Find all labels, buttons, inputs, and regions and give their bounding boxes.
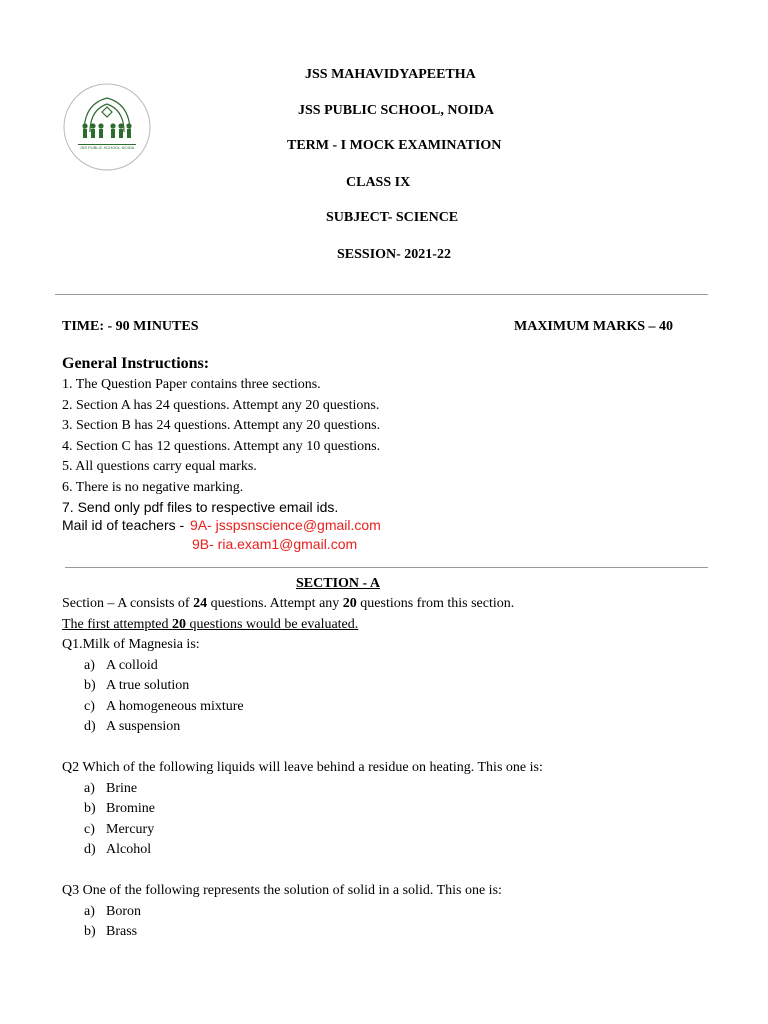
header-line-6: SESSION- 2021-22	[337, 247, 451, 262]
eval-count: 20	[172, 617, 187, 632]
option-letter: c)	[84, 699, 95, 714]
option-letter: a)	[84, 781, 95, 796]
option	[84, 678, 189, 694]
instruction-item: 6. There is no negative marking.	[62, 480, 244, 495]
question-1: Q1.Milk of Magnesia is:	[62, 637, 200, 652]
option-letter: a)	[84, 904, 95, 919]
header-line-2: JSS PUBLIC SCHOOL, NOIDA	[298, 103, 495, 118]
header-line-5: SUBJECT- SCIENCE	[326, 210, 459, 225]
option-text: A homogeneous mixture	[106, 699, 244, 714]
instruction-item: 3. Section B has 24 questions. Attempt any 20 questions.	[62, 418, 381, 433]
question-3: Q3 One of the following represents the solution of solid in a solid. This one is:	[62, 883, 502, 898]
instruction-item: 1. The Question Paper contains three sections.	[62, 377, 321, 392]
option	[84, 801, 155, 817]
logo-text: JSS PUBLIC SCHOOL NOIDA	[79, 145, 135, 150]
mail-label: Mail id of teachers -	[62, 517, 185, 533]
option-text: Brass	[106, 924, 138, 939]
instruction-item: 7. Send only pdf files to respective email ids.	[62, 499, 339, 515]
option	[84, 699, 244, 715]
option-letter: c)	[84, 822, 95, 837]
option-letter: b)	[84, 924, 96, 939]
question-2: Q2 Which of the following liquids will leave behind a residue on heating. This one is:	[62, 760, 543, 775]
option-letter: a)	[84, 658, 95, 673]
desc-count-attempt: 20	[342, 596, 357, 611]
eval-text: The first attempted	[62, 617, 173, 632]
option	[84, 719, 180, 735]
option	[84, 924, 137, 940]
option-text: Brine	[106, 781, 138, 796]
header-line-3: TERM - I MOCK EXAMINATION	[287, 138, 502, 153]
option	[84, 822, 154, 838]
option-text: Boron	[106, 904, 141, 919]
option-letter: b)	[84, 678, 96, 693]
max-marks-label: MAXIMUM MARKS – 40	[514, 319, 674, 334]
section-a-title: SECTION - A	[296, 576, 381, 591]
desc-count-total: 24	[193, 596, 208, 611]
desc-text: questions. Attempt any	[207, 596, 343, 611]
instruction-item: 5. All questions carry equal marks.	[62, 459, 257, 474]
option-letter: d)	[84, 842, 96, 857]
school-logo	[62, 82, 152, 172]
email-9b[interactable]: 9B- ria.exam1@gmail.com	[192, 536, 358, 552]
option-letter: d)	[84, 719, 96, 734]
section-a-description	[62, 596, 514, 612]
option	[84, 781, 137, 797]
desc-text: Section – A consists of	[62, 596, 194, 611]
email-9a[interactable]: 9A- jsspsnscience@gmail.com	[190, 517, 381, 533]
option	[84, 842, 151, 858]
eval-text: questions would be evaluated.	[186, 617, 359, 632]
option-text: Alcohol	[106, 842, 152, 857]
option-text: A suspension	[106, 719, 181, 734]
option-text: A colloid	[106, 658, 158, 673]
option	[84, 658, 158, 674]
option	[84, 904, 141, 920]
desc-text: questions from this section.	[356, 596, 515, 611]
time-label: TIME: - 90 MINUTES	[62, 319, 199, 334]
section-a-evaluation-note	[62, 617, 358, 633]
header-line-4: CLASS IX	[346, 175, 411, 190]
section-divider	[65, 567, 708, 568]
option-text: Mercury	[106, 822, 155, 837]
instructions-title: General Instructions:	[62, 355, 210, 372]
instruction-item: 2. Section A has 24 questions. Attempt any 20 questions.	[62, 398, 380, 413]
header-line-1: JSS MAHAVIDYAPEETHA	[305, 67, 476, 82]
option-text: Bromine	[106, 801, 155, 816]
instruction-item: 4. Section C has 12 questions. Attempt any 10 questions.	[62, 439, 381, 454]
option-letter: b)	[84, 801, 96, 816]
option-text: A true solution	[106, 678, 190, 693]
header-divider	[55, 294, 708, 295]
